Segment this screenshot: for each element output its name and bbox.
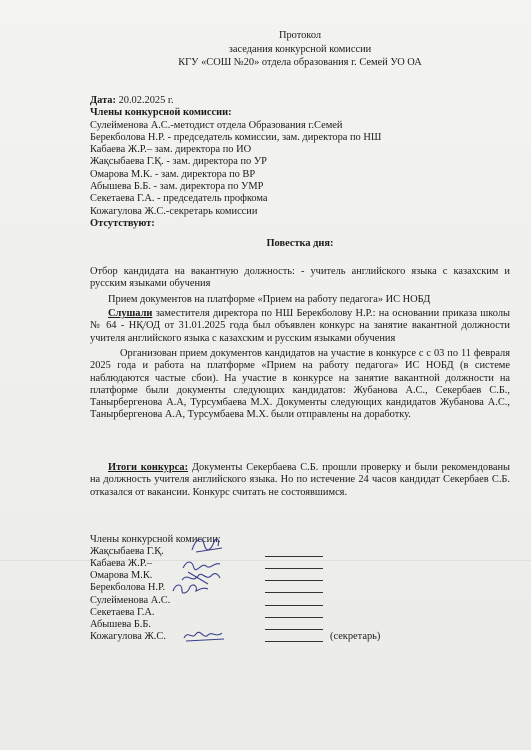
members-label: Члены конкурсной комиссии:: [90, 107, 232, 119]
signature-line: [265, 617, 323, 618]
signature-line: [265, 580, 323, 581]
absent-label: Отсутствуют:: [90, 217, 155, 229]
member-4: Омарова М.К. - зам. директора по ВР: [90, 168, 256, 180]
signature-row: [90, 558, 152, 570]
date-line: [90, 95, 510, 107]
signer-name: Омарова М.К.: [90, 570, 153, 581]
signature-row: [90, 619, 151, 631]
agenda-item-1: Отбор кандидата на вакантную должность: - учитель английского языка с казахским и русским языками обучения: [90, 266, 510, 290]
meta-block: [90, 95, 510, 230]
title-line-1: Протокол: [278, 30, 322, 41]
member-3: Жақсыбаева Г.Қ. - зам. директора по УР: [90, 156, 267, 168]
signer-name: Жақсыбаева Г.Қ.: [90, 546, 164, 557]
signature-row: [90, 607, 154, 619]
handwritten-signature: [170, 579, 210, 602]
signer-name: Кожагулова Ж.С.: [90, 631, 166, 642]
results-text: Документы Секербаева С.Б. прошли проверку и были рекомендованы на должность учителя английского языка. Но по истечение 24 часов кандидат Секербаев С.Б. отказался от вакансии. Конкурс считать не состоявшимся.: [90, 462, 510, 498]
title-line-3: КГУ «СОШ №20» отдела образования г. Семей УО ОА: [178, 56, 422, 68]
signer-name: Сулейменова А.С.: [90, 595, 171, 606]
heard-label: Слушали: [108, 308, 153, 319]
results-label: Итоги конкурса:: [108, 462, 189, 473]
date-label: Дата:: [90, 95, 116, 106]
secretary-note: (секретарь): [330, 631, 381, 642]
signature-line: [265, 629, 323, 630]
handwritten-signature: [180, 626, 228, 651]
signature-row: [90, 582, 165, 594]
results-paragraph: [90, 462, 510, 499]
organization-paragraph: Организован прием документов кандидатов на участие в конкурсе с с 03 по 11 февраля 2025 года и работа на платформе «Прием на работу педагога» ИС НОБД (в системе наблюдаются частые сбои). На участие в конкурсе на занятие вакантной должности на платформе были документы следующих кандидатов: Жубанова А.С., Секербаев С.Б., Танырбергенова А.А, Турсумбаева М.Х. Документы следующих кандидатов Жубанова А.С., Танырбергенова А.А, Турсумбаева М.Х. были отправлены на доработку.: [90, 348, 510, 421]
member-2: Кабаева Ж.Р.– зам. директора по ИО: [90, 144, 252, 156]
signature-line: [265, 568, 323, 569]
member-7: Кожагулова Ж.С.-секретарь комиссии: [90, 205, 258, 217]
heard-paragraph: [90, 308, 510, 345]
title-line-2: заседания конкурсной комиссии: [228, 44, 372, 56]
heard-text: заместителя директора по НШ Берекболову Н.Р.: на основании приказа школы № 64 - НҚ/ОД от 31.01.2025 года был объявлен конкурс на занятие вакантной должности учителя английского языка с казахским и русским языками обучения: [90, 308, 510, 344]
member-5: Абышева Б.Б. - зам. директора по УМР: [90, 181, 264, 193]
signature-row: [90, 631, 381, 643]
signature-row: [90, 570, 152, 582]
signer-name: Абышева Б.Б.: [90, 619, 151, 630]
signature-line: [265, 592, 323, 593]
paper-fold: [0, 560, 531, 561]
signer-name: Кабаева Ж.Р.–: [90, 558, 153, 569]
member-0: Сулейменова А.С.-методист отдела Образования г.Семей: [90, 119, 343, 131]
agenda-heading: Повестка дня:: [266, 238, 334, 249]
signer-name: Секетаева Г.А.: [90, 607, 155, 618]
signatures-heading: Члены конкурсной комиссии:: [90, 534, 221, 545]
signature-line: [265, 556, 323, 557]
member-6: Секетаева Г.А. - председатель профкома: [90, 193, 268, 205]
date-value: 20.02.2025 г.: [115, 95, 174, 106]
signature-line: [265, 605, 323, 606]
member-1: Берекболова Н.Р. - председатель комиссии, зам. директора по НШ: [90, 131, 382, 143]
agenda-item-2: Прием документов на платформе «Прием на работу педагога» ИС НОБД: [108, 294, 431, 305]
signature-row: [90, 546, 164, 558]
document-title: [150, 30, 450, 69]
signature-line: [265, 641, 323, 642]
signer-name: Берекболова Н.Р.: [90, 582, 166, 593]
signature-row: [90, 595, 170, 607]
